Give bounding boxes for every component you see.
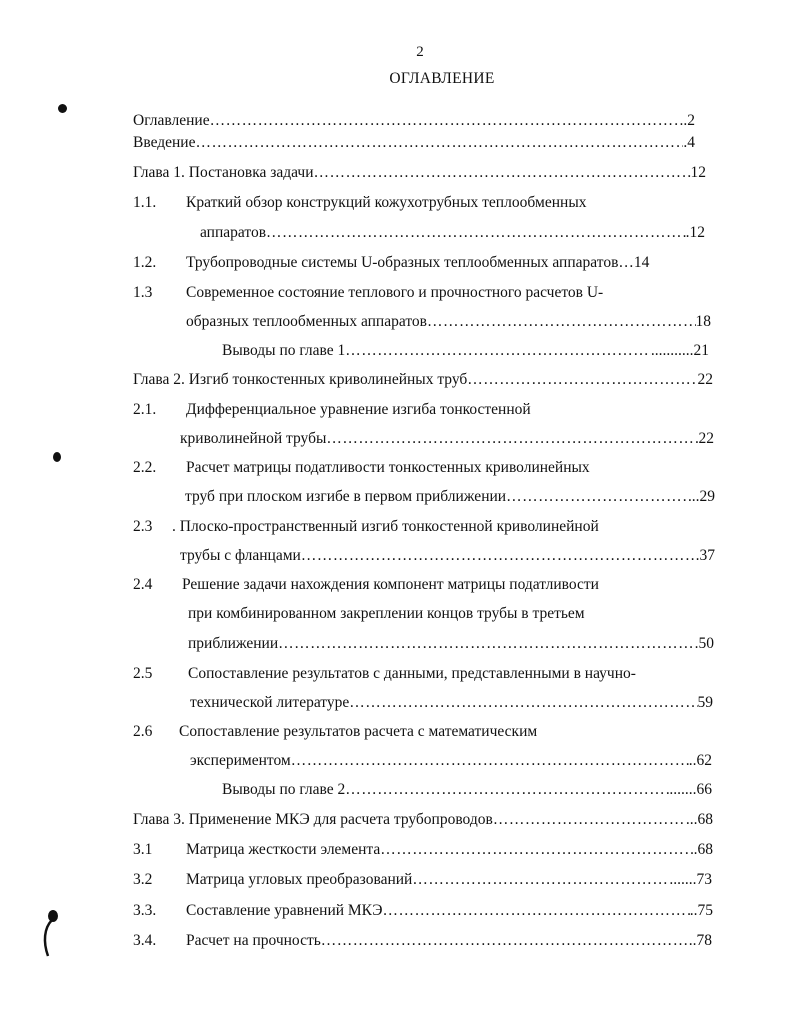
toc-entry-vvedenie[interactable]: Введение ………………………………………………………………………………………………………………………………………………………………………………………… .4 — [133, 134, 695, 152]
toc-entry-chapter-3[interactable]: Глава 3. Применение МКЭ для расчета трубопроводов ………………………………………………………………………………………………………………………………………………………………………………………… ...68 — [133, 811, 713, 829]
toc-number: 3.1 — [133, 841, 153, 858]
toc-entry-2-5-cont[interactable]: технической литературе ………………………………………………………………………………………………………………………………………………………………………………………… 59 — [190, 694, 713, 712]
toc-number: 1.2. — [133, 254, 157, 271]
toc-entry-conclusions-2[interactable]: Выводы по главе 2 ………………………………………………………………………………………………………………………………………………………………………………………… .......66 — [222, 781, 712, 799]
toc-entry-2-3[interactable]: . Плоско-пространственный изгиб тонкостенной криволинейной — [172, 518, 599, 535]
page-title: ОГЛАВЛЕНИЕ — [389, 70, 495, 87]
toc-number: 3.4. — [133, 932, 157, 949]
toc-entry-oglavlenie[interactable]: Оглавление ………………………………………………………………………………………………………………………………………………………………………………………… ..2 — [133, 112, 695, 130]
page-number: 2 — [416, 44, 424, 60]
toc-entry-2-2-cont[interactable]: труб при плоском изгибе в первом приближении ………………………………………………………………………………………………………………………………………………………………………………………… ..29 — [185, 488, 715, 506]
toc-entry-1-1[interactable]: Краткий обзор конструкций кожухотрубных теплообменных — [186, 194, 587, 211]
toc-entry-chapter-2[interactable]: Глава 2. Изгиб тонкостенных криволинейных труб ………………………………………………………………………………………………………………………………………………………………………………………… 22 — [133, 371, 713, 389]
toc-entry-2-4-cont[interactable]: при комбинированном закреплении концов трубы в третьем — [188, 605, 585, 622]
toc-entry-2-1[interactable]: Дифференциальное уравнение изгиба тонкостенной — [186, 401, 531, 418]
toc-entry-3-4[interactable]: Расчет на прочность ………………………………………………………………………………………………………………………………………………………………………………………… ..78 — [186, 932, 712, 950]
toc-number: 3.3. — [133, 902, 157, 919]
toc-entry-1-3-cont[interactable]: образных теплообменных аппаратов ………………………………………………………………………………………………………………………………………………………………………………………… 18 — [186, 313, 711, 331]
toc-entry-2-4-cont2[interactable]: приближении ………………………………………………………………………………………………………………………………………………………………………………………… .50 — [188, 635, 714, 653]
toc-entry-2-2[interactable]: Расчет матрицы податливости тонкостенных криволинейных — [186, 459, 590, 476]
toc-entry-2-5[interactable]: Сопоставление результатов с данными, представленными в научно- — [188, 665, 636, 682]
toc-number: 2.5 — [133, 665, 153, 682]
toc-entry-2-4[interactable]: Решение задачи нахождения компонент матрицы податливости — [182, 576, 599, 593]
toc-entry-2-1-cont[interactable]: криволинейной трубы ………………………………………………………………………………………………………………………………………………………………………………………… 22 — [180, 430, 714, 448]
toc-entry-1-2[interactable]: Трубопроводные системы U-образных теплообменных аппаратов…14 — [186, 254, 650, 271]
toc-entry-2-6-cont[interactable]: экспериментом ………………………………………………………………………………………………………………………………………………………………………………………… ..62 — [190, 752, 712, 770]
toc-entry-3-2[interactable]: Матрица угловых преобразований ………………………………………………………………………………………………………………………………………………………………………………………… .......73 — [186, 871, 712, 889]
toc-entry-2-3-cont[interactable]: трубы с фланцами ………………………………………………………………………………………………………………………………………………………………………………………… .37 — [180, 547, 715, 565]
toc-entry-3-1[interactable]: Матрица жесткости элемента ………………………………………………………………………………………………………………………………………………………………………………………… .68 — [186, 841, 713, 859]
toc-number: 1.3 — [133, 284, 153, 301]
toc-number: 3.2 — [133, 871, 153, 888]
toc-number: 2.6 — [133, 723, 153, 740]
toc-entry-chapter-1[interactable]: Глава 1. Постановка задачи ………………………………………………………………………………………………………………………………………………………………………………………… 12 — [133, 164, 706, 182]
toc-number: 2.3 — [133, 518, 153, 535]
toc-entry-1-1-cont[interactable]: аппаратов ………………………………………………………………………………………………………………………………………………………………………………………… .12 — [200, 224, 705, 242]
toc-number: 1.1. — [133, 194, 157, 211]
toc-number: 2.2. — [133, 459, 157, 476]
toc-number: 2.1. — [133, 401, 157, 418]
toc-entry-1-3[interactable]: Современное состояние теплового и прочностного расчетов U- — [186, 284, 604, 301]
toc-entry-conclusions-1[interactable]: Выводы по главе 1 ………………………………………………………………………………………………………………………………………………………………………………………… ...........21 — [222, 342, 709, 360]
toc-number: 2.4 — [133, 576, 153, 593]
toc-entry-3-3[interactable]: Составление уравнений МКЭ ………………………………………………………………………………………………………………………………………………………………………………………… ..75 — [186, 902, 713, 920]
toc-entry-2-6[interactable]: Сопоставление результатов расчета с математическим — [179, 723, 538, 740]
